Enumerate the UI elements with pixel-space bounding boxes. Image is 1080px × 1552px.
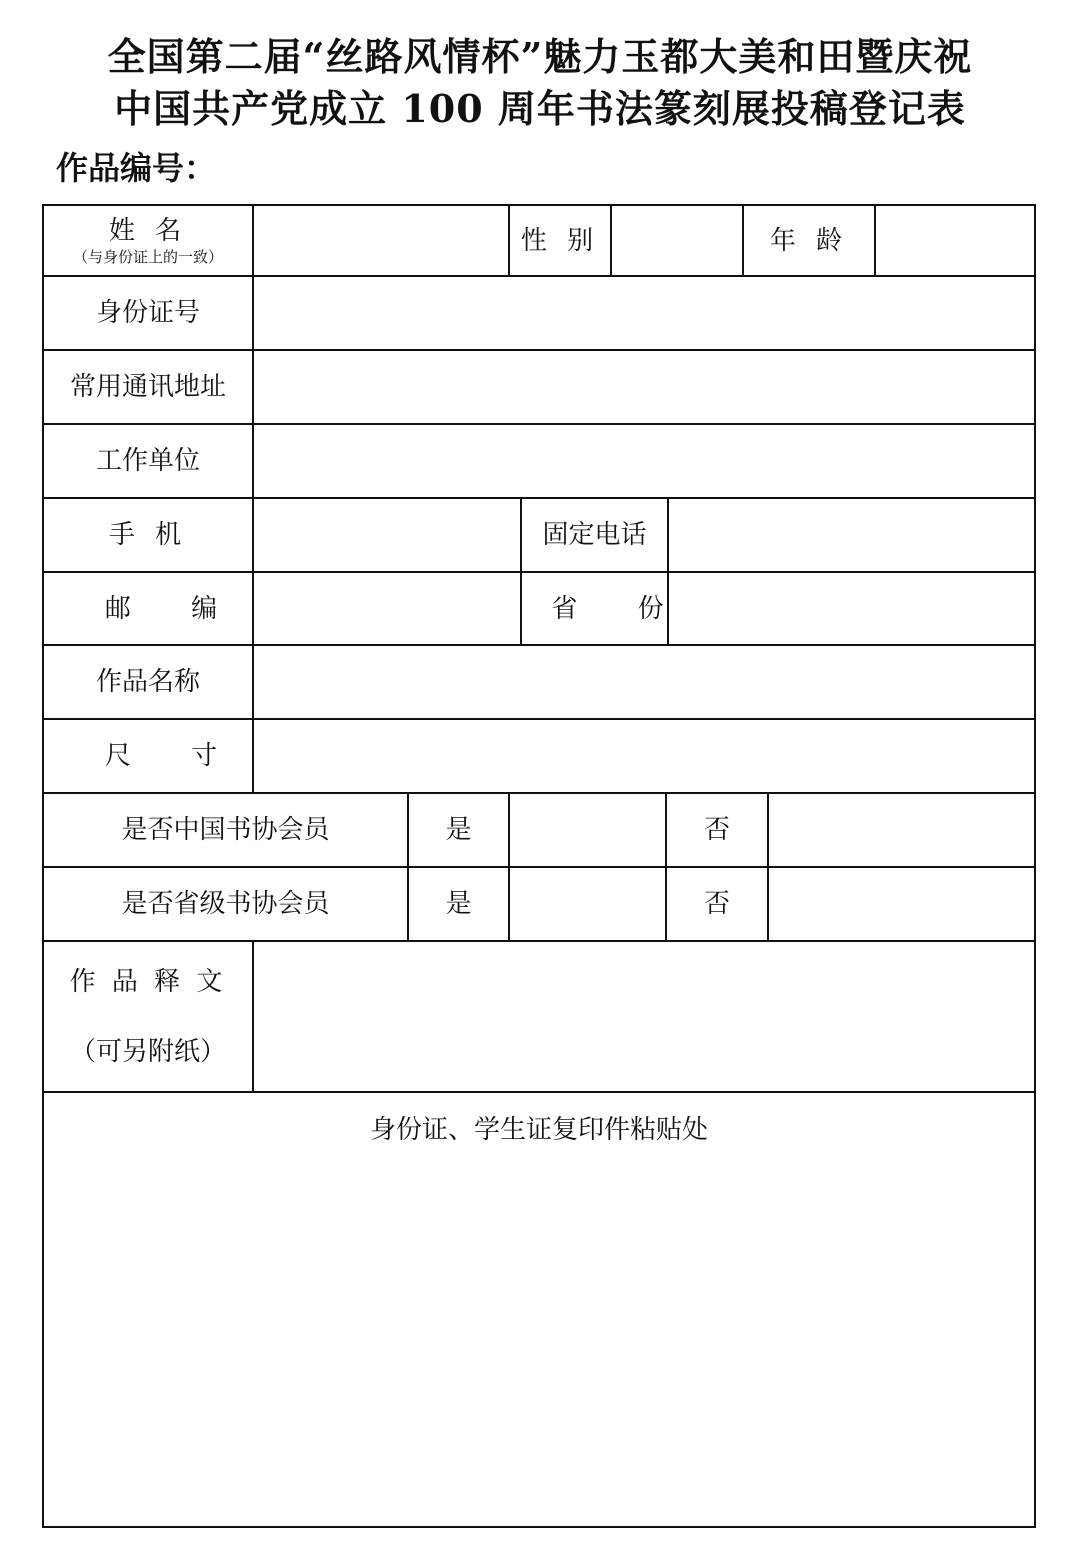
id-number-label: 身份证号	[95, 298, 200, 328]
id-number-field[interactable]	[254, 277, 1034, 349]
name-label: 姓 名	[108, 215, 188, 246]
national-member-yes-label: 是	[445, 815, 472, 845]
employer-label: 工作单位	[95, 446, 200, 476]
gender-field[interactable]	[612, 206, 742, 275]
postcode-label: 邮 编	[104, 593, 244, 624]
national-member-yes-field[interactable]	[510, 794, 665, 866]
postcode-field[interactable]	[254, 573, 520, 644]
provincial-member-no-label: 否	[703, 889, 730, 919]
provincial-member-no-field[interactable]	[769, 868, 1034, 940]
age-field[interactable]	[876, 206, 1034, 275]
landline-field[interactable]	[669, 499, 1034, 571]
transcript-note: （可另附纸）	[69, 1036, 226, 1067]
employer-field[interactable]	[254, 425, 1034, 497]
gender-label: 性 别	[520, 225, 600, 256]
transcript-label: 作 品 释 文	[69, 966, 227, 997]
provincial-member-yes-label: 是	[445, 889, 472, 919]
form-title-line-2: 中国共产党成立 100 周年书法篆刻展投稿登记表	[114, 86, 966, 131]
landline-label: 固定电话	[542, 520, 647, 550]
size-label: 尺 寸	[104, 741, 244, 771]
attachment-paste-area[interactable]	[44, 1152, 1034, 1526]
age-label: 年 龄	[769, 225, 849, 256]
work-title-label: 作品名称	[95, 667, 200, 697]
provincial-member-yes-field[interactable]	[510, 868, 665, 940]
name-label-cell	[44, 206, 252, 275]
mobile-field[interactable]	[254, 499, 520, 571]
national-member-no-label: 否	[703, 815, 730, 845]
transcript-label-cell	[44, 942, 252, 1091]
attachment-area-label: 身份证、学生证复印件粘贴处	[369, 1115, 708, 1145]
province-label: 省 份	[551, 593, 690, 624]
transcript-field[interactable]	[254, 942, 1034, 1091]
work-title-field[interactable]	[254, 646, 1034, 718]
row-divider	[42, 1091, 1036, 1093]
name-field[interactable]	[254, 206, 508, 275]
address-field[interactable]	[254, 351, 1034, 423]
national-member-no-field[interactable]	[769, 794, 1034, 866]
province-field[interactable]	[669, 573, 1034, 644]
name-note: （与身份证上的一致）	[72, 247, 223, 266]
mobile-label: 手 机	[108, 520, 188, 550]
national-member-label: 是否中国书协会员	[121, 815, 330, 845]
work-number-label: 作品编号：	[56, 149, 217, 187]
provincial-member-label: 是否省级书协会员	[121, 889, 330, 919]
form-title-line-1: 全国第二届“丝路风情杯”魅力玉都大美和田暨庆祝	[107, 34, 973, 79]
address-label: 常用通讯地址	[69, 372, 226, 402]
size-field[interactable]	[254, 720, 1034, 792]
